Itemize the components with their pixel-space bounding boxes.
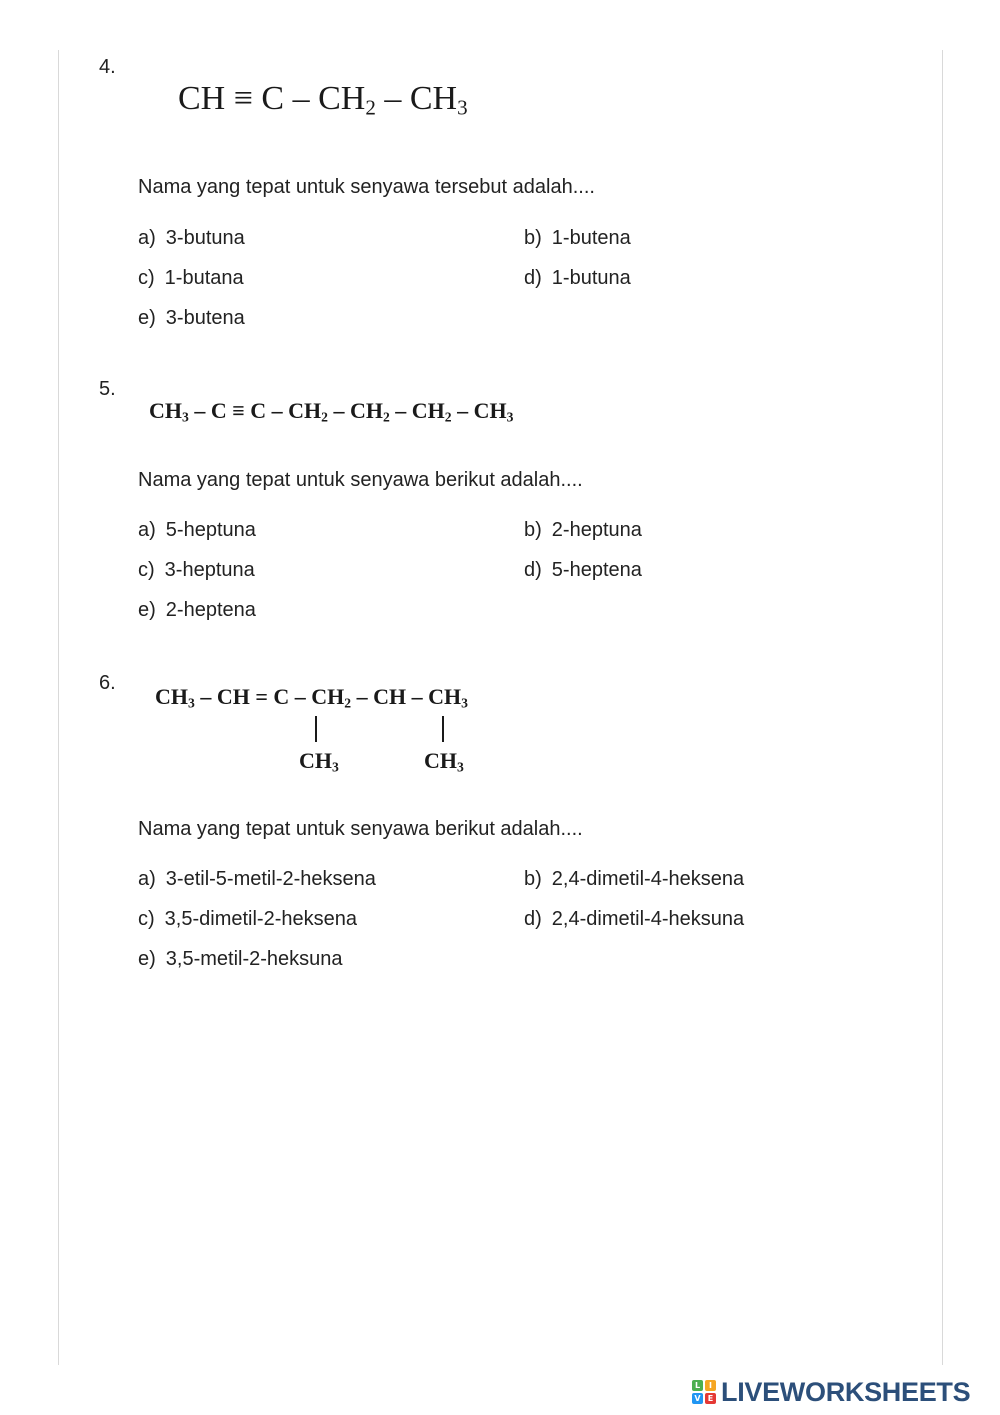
option-b[interactable]: b) 2-heptuna — [524, 519, 642, 541]
bond-line — [442, 716, 444, 742]
option-e[interactable]: e) 3,5-metil-2-heksuna — [138, 948, 343, 970]
option-b[interactable]: b) 2,4-dimetil-4-heksena — [524, 868, 745, 890]
bond-line — [315, 716, 317, 742]
option-e[interactable]: e) 3-butena — [138, 307, 245, 329]
option-b[interactable]: b) 1-butena — [524, 227, 631, 249]
question-stem: Nama yang tepat untuk senyawa berikut adalah.... — [138, 818, 583, 840]
option-c[interactable]: c) 3-heptuna — [138, 559, 255, 581]
question-stem: Nama yang tepat untuk senyawa tersebut adalah.... — [138, 176, 595, 198]
logo-text: LIVEWORKSHEETS — [721, 1376, 971, 1407]
liveworksheets-logo — [692, 1377, 970, 1407]
question-number: 6. — [99, 672, 116, 694]
question-number: 4. — [99, 56, 116, 78]
option-a[interactable]: a) 5-heptuna — [138, 519, 256, 541]
left-margin-rule — [58, 50, 59, 1365]
structural-formula: CH ≡ C – $CH_2 - CH_3$ — [178, 80, 468, 120]
option-c[interactable]: c) 1-butana — [138, 267, 244, 289]
option-a[interactable]: a) 3-butuna — [138, 227, 245, 249]
logo-mark-icon: L I V E — [692, 1380, 716, 1404]
question-number: 5. — [99, 378, 116, 400]
option-d[interactable]: d) 5-heptena — [524, 559, 642, 581]
methyl-branch: $CH_3$ — [424, 748, 464, 775]
right-margin-rule — [942, 50, 943, 1365]
structural-formula: $CH_3$ – CH = C – $CH_2$ – CH – $CH_3$ — [155, 684, 468, 711]
option-a[interactable]: a) 3-etil-5-metil-2-heksena — [138, 868, 376, 890]
option-d[interactable]: d) 1-butuna — [524, 267, 631, 289]
structural-formula: $CH_3 - C \equiv C - CH_2 - CH_2 - CH_2 - CH_3$ — [149, 398, 514, 425]
option-d[interactable]: d) 2,4-dimetil-4-heksuna — [524, 908, 745, 930]
question-stem: Nama yang tepat untuk senyawa berikut adalah.... — [138, 469, 583, 491]
methyl-branch: $CH_3$ — [299, 748, 339, 775]
option-c[interactable]: c) 3,5-dimetil-2-heksena — [138, 908, 357, 930]
option-e[interactable]: e) 2-heptena — [138, 599, 256, 621]
